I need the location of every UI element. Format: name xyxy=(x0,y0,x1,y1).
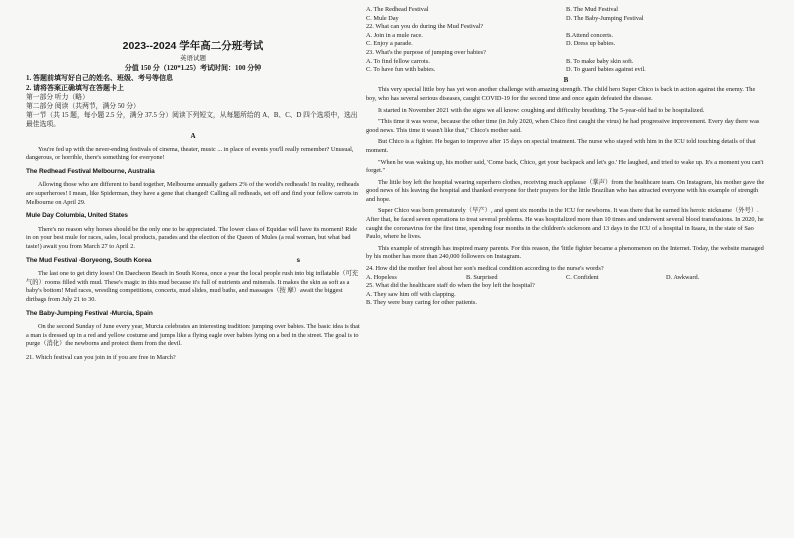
option-a: A. Hopeless xyxy=(366,273,397,281)
option-b: B. The Mud Festival xyxy=(566,6,619,13)
option-d: D. The Baby-Jumping Festival xyxy=(566,14,644,22)
question-22-stem: 22. What can you do during the Mud Festival? xyxy=(366,23,484,31)
festival-name: The Baby-Jumping Festival -Murcia, Spain xyxy=(26,309,153,317)
exam-subject: 英语试题 xyxy=(180,55,206,62)
option-c: C. Enjoy a parade. xyxy=(366,40,413,48)
option-c: C. To have fun with babies. xyxy=(366,66,436,74)
exam-meta: 分值 150 分（120*1.25）考试时间：100 分钟 xyxy=(124,64,262,72)
festival-text: Allowing those who are different to band together, Melbourne annually gathers 2% of the world's redheads! In reality, redheads are superheroes! I mean, like Spiderman, they have a gene that changed! Calling all redheads, set off and find your fellow carrots in Melbourne on April 29. xyxy=(26,181,360,206)
passage-b-paragraph: Super Chico was born prematurely（早产）, and spent six months in the ICU for newborns. It was there that he earned his heroic nickname（外号）. After that, he faced seven operations to treat several problems. He was hospitalized more than 10 times and underwent several blood transfusions. In 2020, he caught the coronavirus for the first time, spending four months in the children's sickroom and 13 days in the ICU of a hospital in Itaara, in the state of Sao Paulo, where he lives. xyxy=(366,207,764,241)
option-b: B. To make baby skin soft. xyxy=(566,57,634,65)
option-b: B. Surprised xyxy=(466,273,498,281)
option-d: D. Dress up babies. xyxy=(566,40,616,48)
notice-2: 2. 请将答案正确填写在答题卡上 xyxy=(26,83,124,92)
option-a: A. To find fellow carrots. xyxy=(366,57,430,65)
passage-b-paragraph: "When he was waking up, his mother said, 'Come back, Chico, get your backpack and let's go.' He laughed, and tried to wake up. It's a moment you can't forget." xyxy=(366,158,764,175)
question-24-stem: 24. How did the mother feel about her son's medical condition according to the nurse's words? xyxy=(366,265,604,273)
passage-b-paragraph: This example of strength has inspired many parents. For this reason, the 'little fighter became a phenomenon on the Internet. Today, the website managed by his mother has more than 240,000 followers on Instagram. xyxy=(366,244,764,261)
option-c: C. Confident xyxy=(566,273,599,281)
question-23-options xyxy=(366,58,766,75)
option-a: A. They saw him off with clapping. xyxy=(366,290,456,298)
question-25-stem: 25. What did the healthcare staff do when the boy left the hospital? xyxy=(366,282,535,290)
festival-heading xyxy=(26,257,360,266)
festival-heading xyxy=(26,168,360,177)
passage-b-label: B xyxy=(563,75,569,84)
festival-name: Mule Day Columbia, United States xyxy=(26,212,128,220)
passage-b-paragraph: The little boy left the hospital wearing superhero clothes, receiving much applause（掌声）from the healthcare team. On Instagram, his mother gave the good news of his leaving the hospital and thanked everyone for their prayers for the little Brazilian who has attracted everyone with his example of strength and hope. xyxy=(366,178,765,203)
right-column xyxy=(366,6,766,534)
passage-a-intro: You're fed up with the never-ending festivals of cinema, theater, music ... in place of events you'll really remember? Unusual, dangerous, or horrible, there's something for everyone! xyxy=(26,145,354,162)
passage-b-paragraph: But Chico is a fighter. He began to improve after 15 days on special treatment. The nurse who stayed with him in the ICU told touching details of that moment. xyxy=(366,138,756,154)
question-23-stem: 23. What's the purpose of jumping over babies? xyxy=(366,48,486,56)
festival-text: The last one to get dirty loses! On Daecheon Beach in South Korea, once a year the local people rush into big inflatable（可充气的）rooms filled with mud. These's magic in this mud because it's full of nutrients and minerals. It makes the skin as soft as a baby's bottom! Mud races, wrestling competitions, concerts, mud slides, mud baths, and massages（按 摩）await the biggest dirtbags from July 21 to 30. xyxy=(26,270,359,303)
festival-text: There's no reason why horses should be the only one to be appreciated. The lower class of Equidae will have its moment! Ride in on your best mule for races, sales, local products, parades and the election of the Queen of Mules (a real woman, but what bad taste!) await you from March 27 to April 2. xyxy=(26,225,358,250)
margin-mark: s xyxy=(296,256,300,264)
festival-name: The Redhead Festival Melbourne, Australia xyxy=(26,167,155,175)
festival-heading xyxy=(26,212,360,221)
section-1-instructions: 第一节（共 15 题，每小题 2.5 分，满分 37.5 分）阅读下列短文，从每题所给的 A、B、C、D 四个选项中，选出最佳选项。 xyxy=(26,112,358,128)
passage-b-paragraph: "This time it was worse, because the other time (in July 2020, when Chico first caught the virus) he had progressive improvement. Every day there was good news. This time it wasn't like that," Chico's mother said. xyxy=(366,118,760,134)
option-b: B.Attend concerts. xyxy=(566,31,614,39)
option-a: A. The Redhead Festival xyxy=(366,6,429,13)
part-2-heading: 第二部分 阅读（共两节，满分 50 分） xyxy=(26,103,140,110)
question-21-stem: 21. Which festival can you join in if you are free in March? xyxy=(26,353,176,361)
passage-b-paragraph: It started in November 2021 with the signs we all know: coughing and difficulty breathing. The 5-year-old had to be hospitalized. xyxy=(378,106,705,114)
notice-1: 1. 答题前填写好自己的姓名、班级、考号等信息 xyxy=(26,74,173,82)
passage-b-paragraph: This very special little boy has yet won another challenge with amazing strength. The child hero Super Chico is back in action against the enemy. The boy, who has several serious diseases, caught COVID-19 for the second time and once again defeated the disease. xyxy=(366,86,756,102)
passage-a-label: A xyxy=(190,132,196,140)
question-24-options xyxy=(366,274,766,283)
festival-name: The Mud Festival -Boryeong, South Korea xyxy=(26,256,152,264)
option-b: B. They were busy caring for other patients. xyxy=(366,299,477,307)
question-21-options xyxy=(366,6,766,23)
left-column xyxy=(26,6,360,534)
exam-title: 2023--2024 学年高二分班考试 xyxy=(122,40,264,52)
festival-heading xyxy=(26,310,360,319)
festival-text: On the second Sunday of June every year, Murcia celebrates an interesting tradition: jumping over babies. The basic idea is that a man is dressed up in a red and yellow costume and jumps like a flying eagle over babies lying on a bed in the street. The goal is to purge（消化）the newborns and protect them from the devil. xyxy=(26,323,360,348)
option-d: D. To guard babies against evil. xyxy=(566,66,646,74)
option-a: A. Join in a mule race. xyxy=(366,31,423,39)
option-c: C. Mule Day xyxy=(366,14,399,22)
option-d: D. Awkward. xyxy=(666,273,700,281)
part-1-heading: 第一部分 听力（略） xyxy=(26,94,89,101)
question-22-options xyxy=(366,32,766,49)
